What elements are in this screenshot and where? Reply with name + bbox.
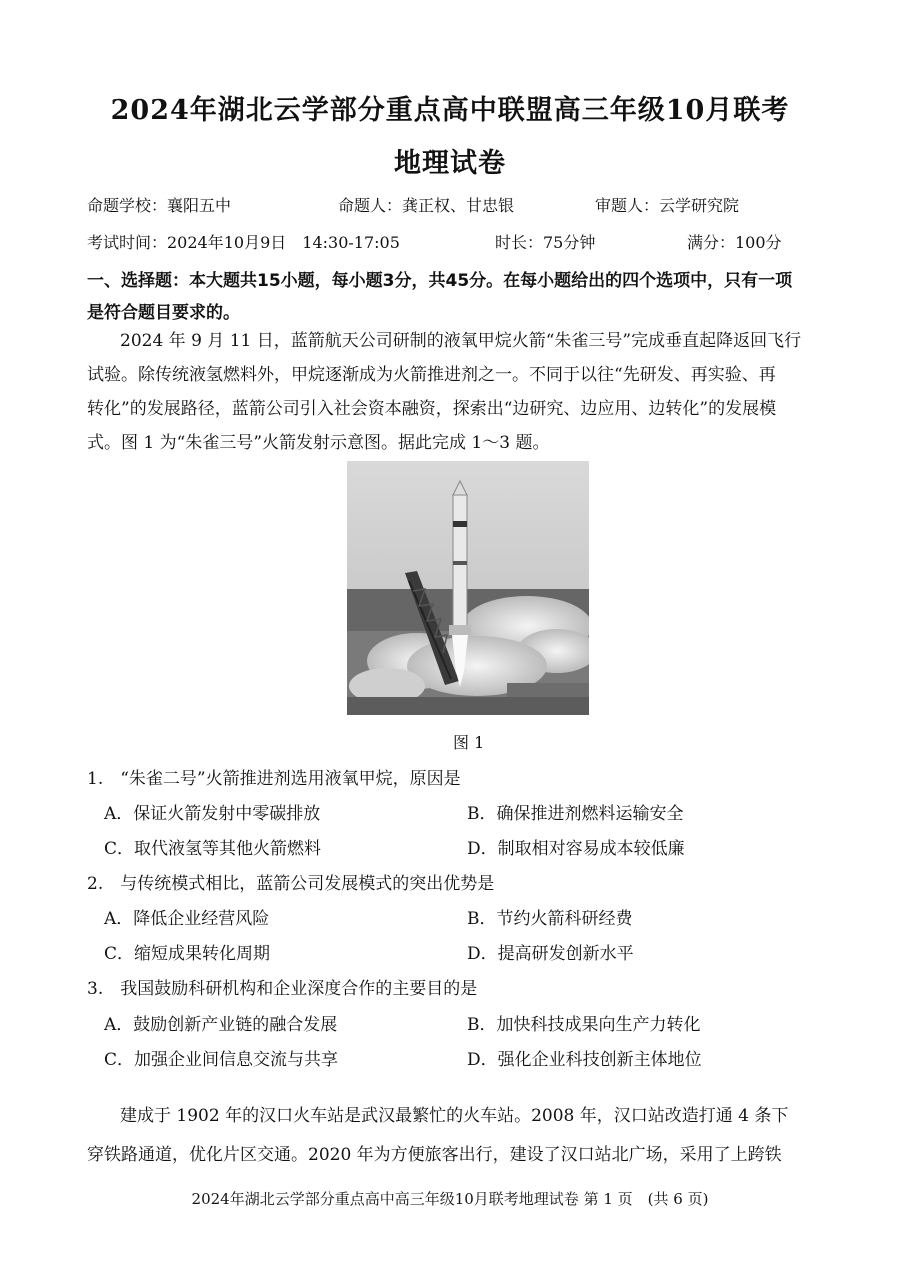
question-option: B．节约火箭科研经费 <box>467 909 633 929</box>
passage2-line: 建成于 1902 年的汉口火车站是武汉最繁忙的火车站。2008 年，汉口站改造打通 4 条下 <box>120 1106 789 1126</box>
passage1-line: 试验。除传统液氢燃料外，甲烷逐渐成为火箭推进剂之一。不同于以往“先研发、再实验、再 <box>87 365 776 385</box>
meta-author: 命题人：龚正权、甘忠银 <box>338 196 515 215</box>
page-footer: 2024年湖北云学部分重点高中高三年级10月联考地理试卷 第 1 页 (共 6 页) <box>191 1190 709 1208</box>
question-option: A．保证火箭发射中零碳排放 <box>104 804 321 824</box>
exam-title: 2024年湖北云学部分重点高中联盟高三年级10月联考 <box>110 95 790 126</box>
passage2-line: 穿铁路通道，优化片区交通。2020 年为方便旅客出行，建设了汉口站北广场，采用了上跨铁 <box>87 1145 782 1165</box>
question-option: C．取代液氢等其他火箭燃料 <box>104 839 322 859</box>
passage1-line: 式。图 1 为“朱雀三号”火箭发射示意图。据此完成 1～3 题。 <box>87 433 550 453</box>
question-stem: 1. “朱雀二号”火箭推进剂选用液氧甲烷，原因是 <box>87 769 461 789</box>
question-option: B．确保推进剂燃料运输安全 <box>467 804 684 824</box>
question-option: C．加强企业间信息交流与共享 <box>104 1050 339 1070</box>
section-heading-line2: 是符合题目要求的。 <box>87 303 240 323</box>
exam-subtitle: 地理试卷 <box>394 148 506 179</box>
meta-duration: 时长：75分钟 <box>495 233 596 252</box>
section-heading-line1: 一、选择题：本大题共15小题，每小题3分，共45分。在每小题给出的四个选项中，只有一项 <box>87 271 793 291</box>
question-option: D．提高研发创新水平 <box>467 944 634 964</box>
question-option: A．降低企业经营风险 <box>104 909 270 929</box>
question-option: D．强化企业科技创新主体地位 <box>467 1050 702 1070</box>
figure-caption: 图 1 <box>453 733 485 752</box>
question-option: C．缩短成果转化周期 <box>104 944 271 964</box>
question-option: D．制取相对容易成本较低廉 <box>467 839 685 859</box>
question-stem: 3. 我国鼓励科研机构和企业深度合作的主要目的是 <box>87 979 478 999</box>
question-stem: 2. 与传统模式相比，蓝箭公司发展模式的突出优势是 <box>87 874 495 894</box>
question-option: B．加快科技成果向生产力转化 <box>467 1015 701 1035</box>
passage1-line: 转化”的发展路径，蓝箭公司引入社会资本融资，探索出“边研究、边应用、边转化”的发展模 <box>87 399 777 419</box>
question-option: A．鼓励创新产业链的融合发展 <box>104 1015 338 1035</box>
meta-time: 考试时间：2024年10月9日 14:30-17:05 <box>87 233 400 252</box>
passage1-line: 2024 年 9 月 11 日，蓝箭航天公司研制的液氧甲烷火箭“朱雀三号”完成垂直起降返回飞行 <box>120 331 802 351</box>
meta-school: 命题学校：襄阳五中 <box>87 196 232 215</box>
meta-score: 满分：100分 <box>687 233 782 252</box>
rocket-launch-photo <box>347 461 589 715</box>
meta-reviewer: 审题人：云学研究院 <box>595 196 740 215</box>
